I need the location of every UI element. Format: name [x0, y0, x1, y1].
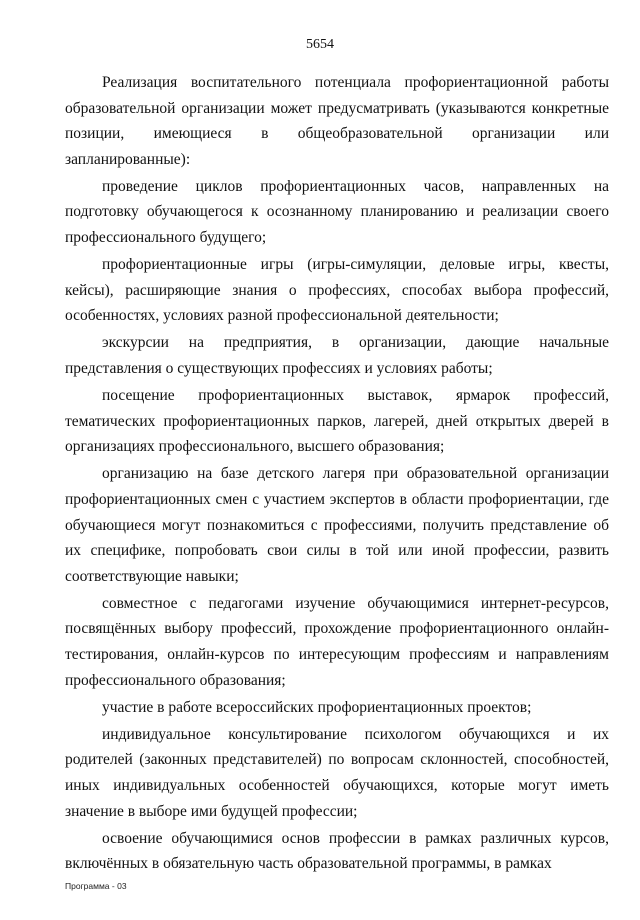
paragraph-national-projects: участие в работе всероссийских профориентационных проектов;	[102, 698, 532, 716]
paragraph-career-hours: проведение циклов профориентационных часов, направленных на подготовку обучающегося к осознанному планированию и реализации своего профессионального будущего;	[65, 177, 609, 247]
paragraph-internet-resources: совместное с педагогами изучение обучающимися интернет-ресурсов, посвящённых выбору профессий, прохождение профориентационного онлайн-тестирования, онлайн-курсов по интересующим профессиям и направлениям профессионального образования;	[65, 594, 609, 689]
paragraph-excursions: экскурсии на предприятия, в организации, дающие начальные представления о существующих профессиях и условиях работы;	[65, 334, 609, 378]
paragraph-exhibitions: посещение профориентационных выставок, ярмарок профессий, тематических профориентационных парков, лагерей, дней открытых дверей в организациях профессионального, высшего образования;	[65, 387, 609, 456]
paragraph-camp-shifts: организацию на базе детского лагеря при образовательной организации профориентационных смен с участием экспертов в области профориентации, где обучающиеся могут познакомиться с профессиями, получить представление об их специфике, попробовать свои силы в той или иной профессии, развить соответствующие навыки;	[65, 465, 609, 585]
footer-label: Программа - 03	[65, 881, 127, 891]
page-number: 5654	[306, 37, 334, 52]
paragraph-profession-basics: освоение обучающимися основ профессии в рамках различных курсов, включённых в обязательную часть образовательной программы, в рамках	[65, 829, 609, 873]
paragraph-career-games: профориентационные игры (игры-симуляции, деловые игры, квесты, кейсы), расширяющие знания о профессиях, способах выбора профессий, особенностях, условиях разной профессиональной деятельности;	[65, 256, 609, 325]
paragraph-intro: Реализация воспитательного потенциала профориентационной работы образовательной организации может предусматривать (указываются конкретные позиции, имеющиеся в общеобразовательной организации или запланированные):	[65, 74, 609, 168]
document-body	[65, 70, 609, 877]
paragraph-counseling: индивидуальное консультирование психологом обучающихся и их родителей (законных представителей) по вопросам склонностей, способностей, иных индивидуальных особенностей обучающихся, которые могут иметь значение в выборе ими будущей профессии;	[65, 725, 609, 820]
